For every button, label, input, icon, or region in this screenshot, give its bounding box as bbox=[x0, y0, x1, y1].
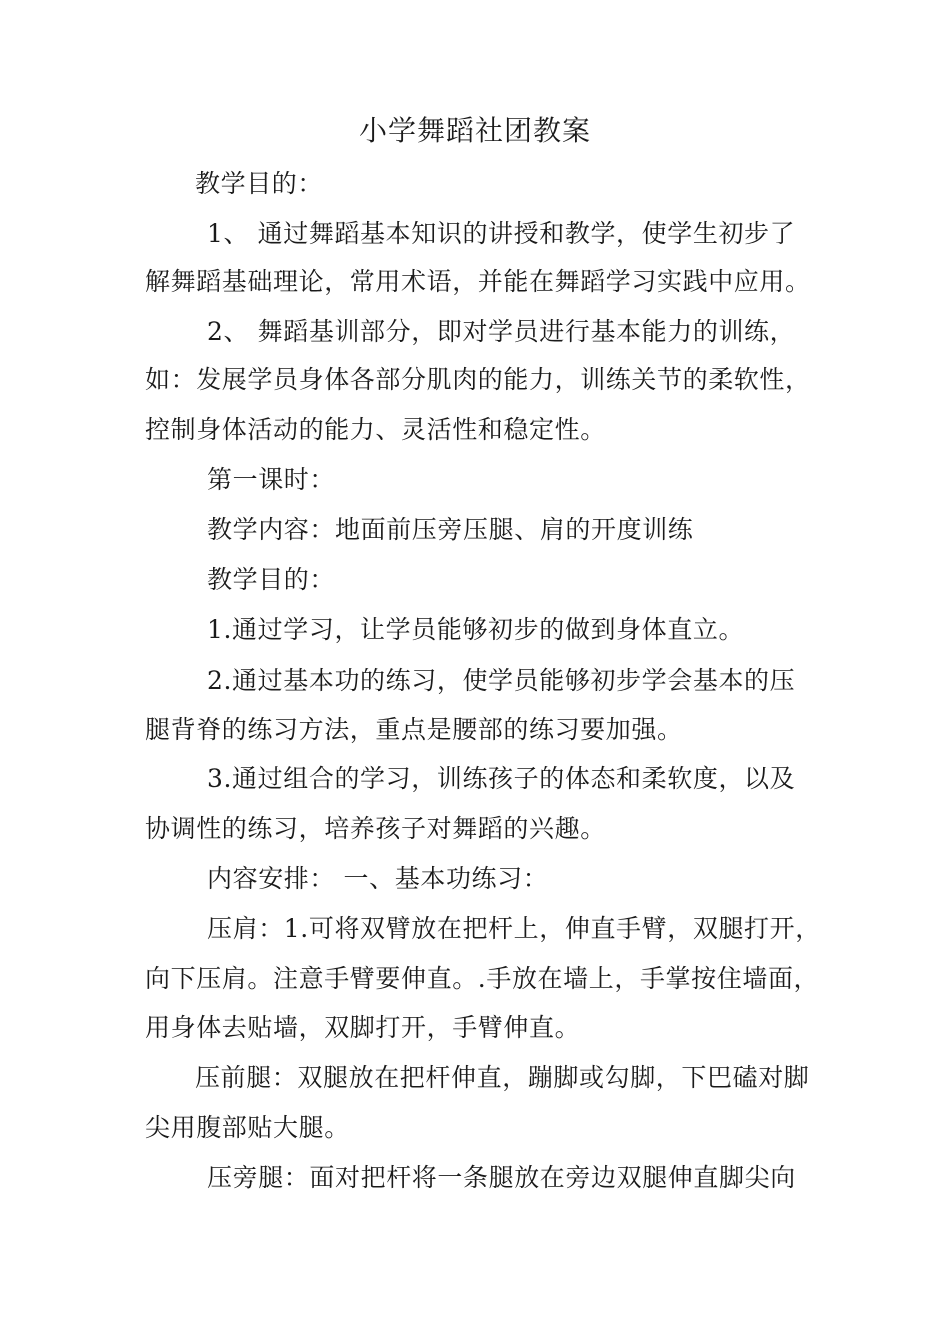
paragraph-line: 压旁腿：面对把杆将一条腿放在旁边双腿伸直脚尖向 bbox=[207, 1163, 796, 1192]
paragraph-line: 内容安排： 一、基本功练习： bbox=[207, 864, 549, 893]
paragraph-line: 用身体去贴墙，双脚打开，手臂伸直。 bbox=[145, 1013, 581, 1042]
paragraph-line: 2.通过基本功的练习，使学员能够初步学会基本的压 bbox=[207, 666, 796, 695]
paragraph-line: 协调性的练习，培养孩子对舞蹈的兴趣。 bbox=[145, 814, 606, 843]
paragraph-line: 教学目的： bbox=[207, 565, 336, 594]
paragraph-line: 腿背脊的练习方法，重点是腰部的练习要加强。 bbox=[145, 715, 683, 744]
paragraph-line: 控制身体活动的能力、灵活性和稳定性。 bbox=[145, 415, 606, 444]
paragraph-line: 1.通过学习，让学员能够初步的做到身体直立。 bbox=[207, 615, 745, 644]
paragraph-line: 向下压肩。注意手臂要伸直。.手放在墙上，手掌按住墙面， bbox=[145, 964, 820, 993]
paragraph-line: 解舞蹈基础理论，常用术语，并能在舞蹈学习实践中应用。 bbox=[145, 267, 811, 296]
paragraph-line: 如：发展学员身体各部分肌肉的能力，训练关节的柔软性， bbox=[145, 365, 811, 394]
paragraph-line: 教学目的： bbox=[195, 169, 324, 198]
paragraph-line: 教学内容：地面前压旁压腿、肩的开度训练 bbox=[207, 515, 694, 544]
paragraph-line: 3.通过组合的学习，训练孩子的体态和柔软度，以及 bbox=[207, 764, 796, 793]
paragraph-line: 1、 通过舞蹈基本知识的讲授和教学，使学生初步了 bbox=[207, 219, 796, 248]
paragraph-line: 尖用腹部贴大腿。 bbox=[145, 1113, 350, 1142]
paragraph-line: 第一课时： bbox=[207, 465, 336, 494]
page-title: 小学舞蹈社团教案 bbox=[358, 114, 591, 147]
paragraph-line: 压肩：1.可将双臂放在把杆上，伸直手臂，双腿打开， bbox=[207, 914, 821, 943]
paragraph-line: 压前腿：双腿放在把杆伸直，蹦脚或勾脚，下巴磕对脚 bbox=[195, 1063, 810, 1092]
paragraph-line: 2、 舞蹈基训部分，即对学员进行基本能力的训练， bbox=[207, 317, 796, 346]
